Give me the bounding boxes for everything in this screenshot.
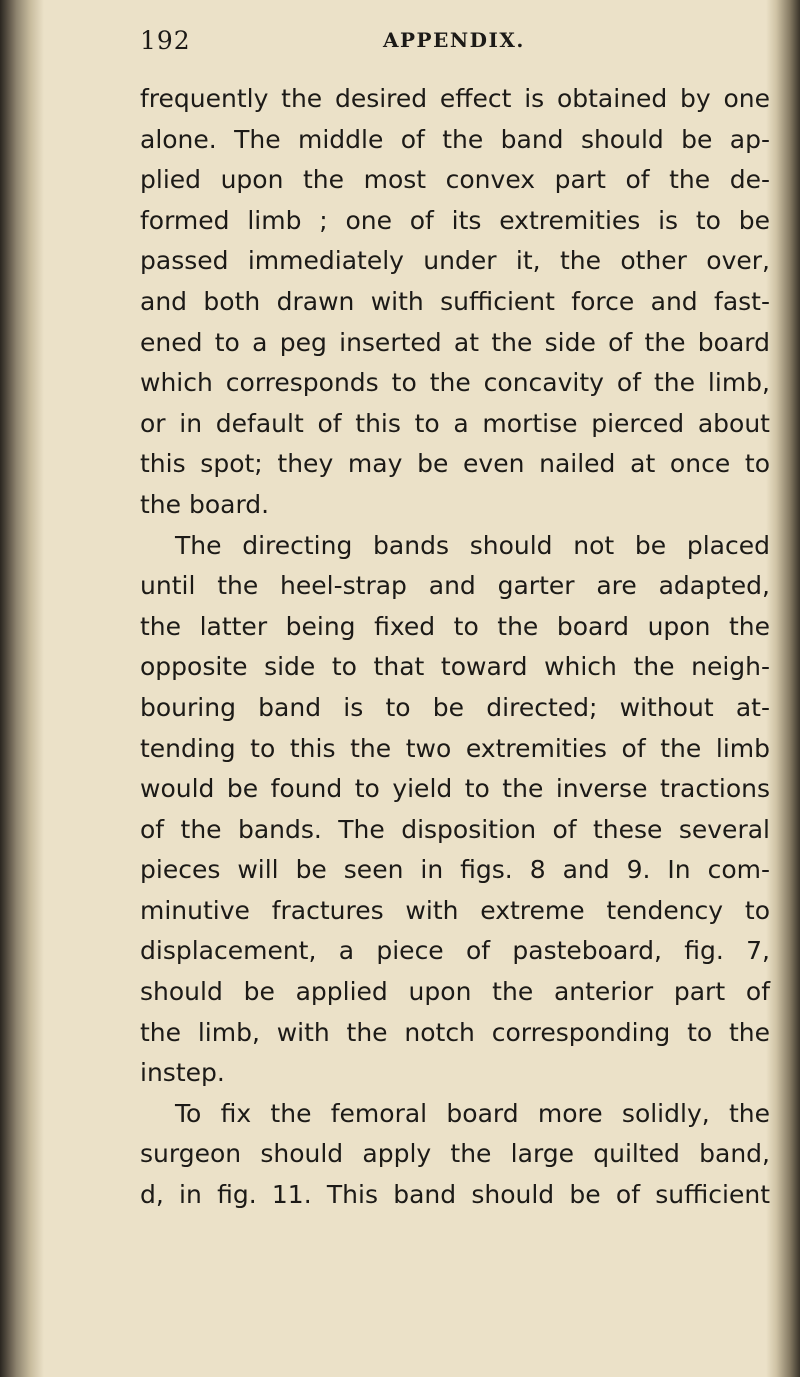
- text-line: minutive fractures with extreme tendency to: [140, 895, 770, 925]
- text-line: frequently the desired effect is obtained by one: [140, 84, 770, 113]
- text-line: which corresponds to the concavity of the limb,: [140, 368, 770, 398]
- text-line: until the heel-strap and garter are adapted,: [140, 571, 770, 601]
- text-line: bouring band is to be directed; without at-: [140, 692, 770, 722]
- body-text: [140, 79, 770, 1216]
- text-line: opposite side to that toward which the neigh-: [140, 652, 770, 682]
- text-line: The directing bands should not be placed: [175, 530, 770, 560]
- text-line: surgeon should apply the large quilted band,: [140, 1139, 770, 1169]
- text-line: should be applied upon the anterior part of: [140, 977, 770, 1007]
- text-line: d, in fig. 11. This band should be of sufficient: [140, 1180, 770, 1210]
- page-binding-shadow-left: [0, 0, 44, 1377]
- text-line: of the bands. The disposition of these several: [140, 814, 770, 844]
- text-line: To fix the femoral board more solidly, the: [175, 1098, 770, 1128]
- text-line: the board.: [140, 489, 270, 519]
- page-number: 192: [140, 26, 191, 55]
- text-line: this spot; they may be even nailed at once to: [140, 449, 770, 479]
- text-line: passed immediately under it, the other over,: [140, 246, 770, 276]
- text-line: instep.: [140, 1058, 225, 1088]
- text-line: and both drawn with sufficient force and fast-: [140, 286, 770, 316]
- text-line: the latter being fixed to the board upon the: [140, 611, 770, 641]
- text-line: formed limb ; one of its extremities is to be: [140, 205, 770, 235]
- page-header: [140, 26, 770, 66]
- text-line: would be found to yield to the inverse tractions: [140, 774, 770, 804]
- text-line: alone. The middle of the band should be ap-: [140, 124, 770, 154]
- text-line: the limb, with the notch corresponding to the: [140, 1017, 770, 1047]
- text-line: tending to this the two extremities of the limb: [140, 733, 770, 763]
- running-head: APPENDIX.: [383, 28, 525, 52]
- text-line: displacement, a piece of pasteboard, fig. 7,: [140, 936, 770, 966]
- text-line: ened to a peg inserted at the side of the board: [140, 327, 770, 357]
- text-line: or in default of this to a mortise pierced about: [140, 408, 770, 438]
- page-edge-shadow-right: [766, 0, 800, 1377]
- text-line: pieces will be seen in figs. 8 and 9. In com-: [140, 855, 770, 885]
- text-line: plied upon the most convex part of the de-: [140, 165, 770, 195]
